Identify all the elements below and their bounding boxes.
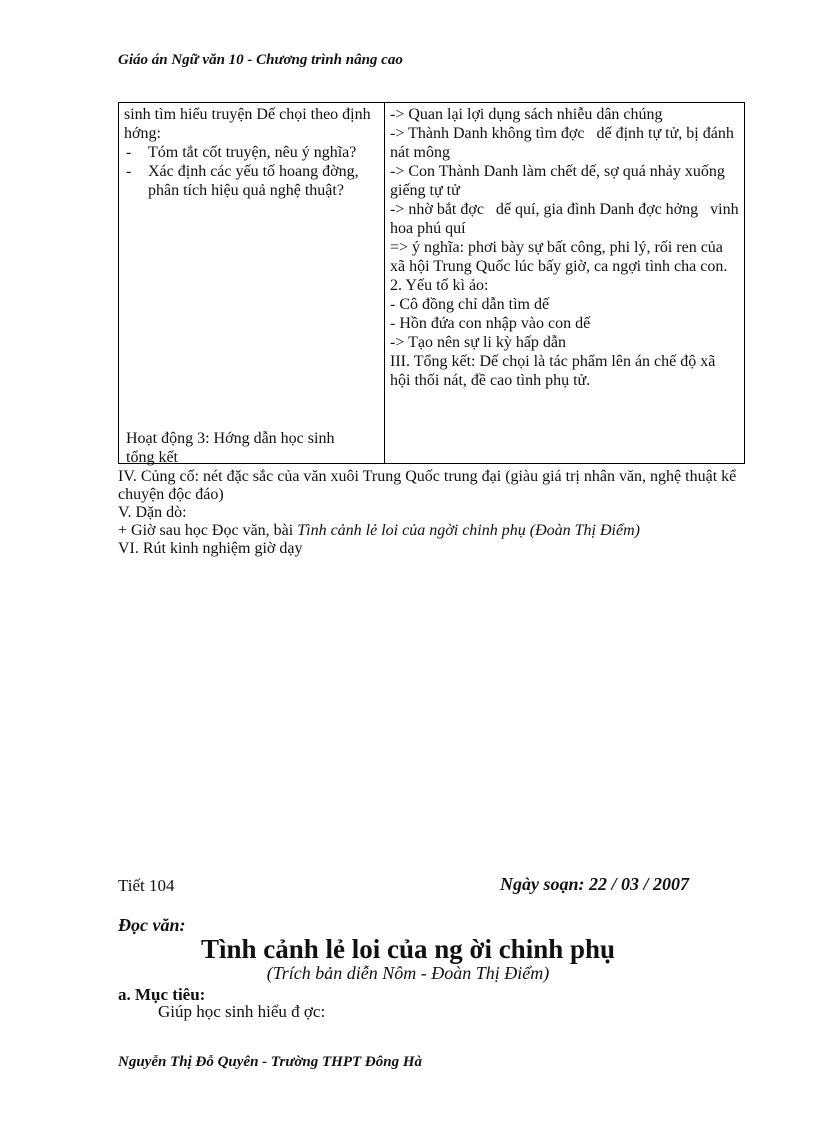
activity-list	[124, 143, 379, 200]
teacher-activity-cell	[119, 103, 385, 464]
dan-do-prefix: + Giờ sau học Đọc văn, bài	[118, 522, 298, 539]
dan-do-lesson-title: Tình cảnh lẻ loi của ngời chinh phụ (Đoàn Thị Điểm)	[297, 522, 640, 539]
content-line: 2. Yếu tố kì ảo:	[390, 277, 489, 294]
content-line: -> nhờ bắt đợc dế quí, gia đình Danh đợc hởng vinh hoa phú quí	[390, 201, 743, 237]
lesson-title: Tình cảnh lẻ loi của ng ời chinh phụ	[200, 934, 616, 964]
activity-intro: sinh tìm hiểu truyện Dế chọi theo định hớng:	[124, 106, 371, 142]
content-line: -> Tạo nên sự li kỳ hấp dẫn	[390, 334, 567, 351]
objectives-heading: a. Mục tiêu:	[118, 985, 206, 1004]
content-line: III. Tổng kết: Dế chọi là tác phẩm lên án chế độ xã hội thối nát, đề cao tình phụ tử.	[390, 353, 720, 389]
page-header: Giáo án Ngữ văn 10 - Chương trình nâng cao	[118, 52, 403, 68]
dan-do-paragraph	[118, 522, 738, 540]
dan-do-heading: V. Dặn dò:	[118, 504, 187, 521]
post-table-section	[118, 468, 738, 558]
content-line: -> Thành Danh không tìm đợc dế định tự tử, bị đánh nát mông	[390, 125, 738, 161]
lesson-table	[118, 102, 745, 464]
list-item: - Xác định các yếu tố hoang đờng, phân tích hiệu quả nghệ thuật?	[148, 162, 379, 200]
lesson-subtitle: (Trích bản diễn Nôm - Đoàn Thị Điểm)	[266, 963, 550, 983]
cung-co-paragraph: IV. Củng cố: nét đặc sắc của văn xuôi Trung Quốc trung đại (giàu giá trị nhân văn, nghệ thuật kể chuyện độc đáo)	[118, 468, 737, 503]
page-footer: Nguyễn Thị Đỗ Quyên - Trường THPT Đông Hà	[118, 1054, 422, 1070]
table-row	[119, 103, 745, 464]
lesson-number: Tiết 104	[118, 876, 175, 895]
section-label: Đọc văn:	[118, 915, 186, 935]
content-line: - Hồn đứa con nhập vào con dế	[390, 315, 591, 332]
prepared-date: Ngày soạn: 22 / 03 / 2007	[500, 874, 689, 894]
content-line: - Cô đồng chỉ dẫn tìm dế	[390, 296, 550, 313]
content-cell	[385, 103, 745, 464]
rut-kinh-nghiem: VI. Rút kinh nghiệm giờ dạy	[118, 540, 303, 557]
list-item: - Tóm tắt cốt truyện, nêu ý nghĩa?	[148, 143, 379, 162]
content-line: -> Con Thành Danh làm chết dế, sợ quá nhảy xuống giếng tự tử	[390, 163, 729, 199]
content-line: => ý nghĩa: phơi bày sự bất công, phi lý, rối ren của xã hội Trung Quốc lúc bấy giờ, ca ngợi tình cha con.	[390, 239, 728, 275]
objectives-intro: Giúp học sinh hiểu đ ợc:	[158, 1002, 326, 1021]
activity-3-heading: Hoạt động 3: Hớng dẫn học sinh tổng kết	[126, 430, 335, 466]
content-line: -> Quan lại lợi dụng sách nhiễu dân chúng	[390, 106, 663, 123]
